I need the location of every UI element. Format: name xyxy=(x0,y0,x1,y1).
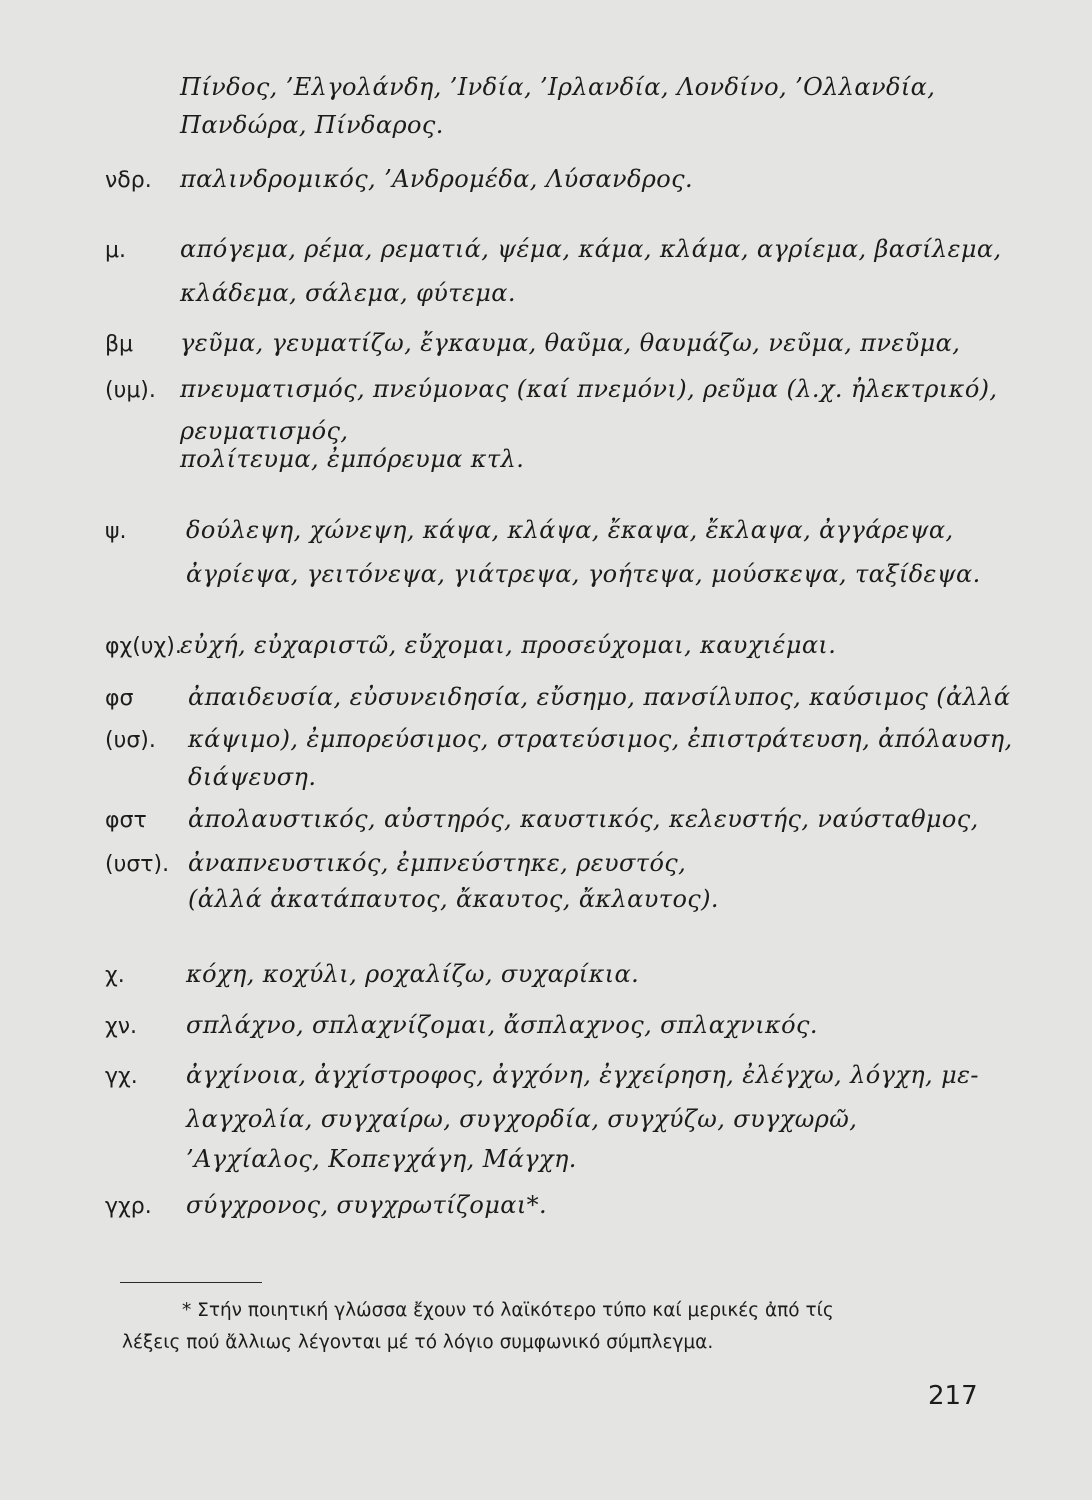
entry-label: (υσ). xyxy=(105,728,156,753)
entry-text-line: ἀπαιδευσία, εὐσυνειδησία, εὔσημο, πανσίλυπος, καύσιμος (ἀλλά xyxy=(188,683,1011,711)
footnote-line: λέξεις πού ἄλλιως λέγονται μέ τό λόγιο συμφωνικό σύμπλεγμα. xyxy=(122,1332,714,1353)
entry-text-line: κλάδεμα, σάλεμα, φύτεμα. xyxy=(180,279,516,307)
entry-label: φσ xyxy=(105,686,134,711)
entry-text-line: λαγχολία, συγχαίρω, συγχορδία, συγχύζω, συγχωρῶ, xyxy=(186,1105,858,1133)
entry-label: χν. xyxy=(105,1014,137,1039)
entry-text-line: πνευματισμός, πνεύμονας (καί πνεμόνι), ρεῦμα (λ.χ. ἠλεκτρικό), xyxy=(180,375,998,403)
entry-text-line: ρευματισμός, xyxy=(180,417,349,445)
entry-label: φχ(υχ). xyxy=(105,634,182,659)
entry-text-line: εὐχή, εὐχαριστῶ, εὔχομαι, προσεύχομαι, καυχιέμαι. xyxy=(180,631,837,659)
entry-text-line: ’Αγχίαλος, Κοπεγχάγη, Μάγχη. xyxy=(186,1145,577,1173)
entry-text-line: ἀγρίεψα, γειτόνεψα, γιάτρεψα, γοήτεψα, μούσκεψα, ταξίδεψα. xyxy=(186,560,981,588)
entry-label: φστ xyxy=(105,808,147,833)
entry-text-line: παλινδρομικός, ’Ανδρομέδα, Λύσανδρος. xyxy=(180,165,694,193)
entry-text-line: απόγεμα, ρέμα, ρεματιά, ψέμα, κάμα, κλάμα, αγρίεμα, βασίλεμα, xyxy=(180,235,1002,263)
entry-text-line: δούλεψη, χώνεψη, κάψα, κλάψα, ἔκαψα, ἔκλαψα, ἀγγάρεψα, xyxy=(186,516,954,544)
entry-label: γχρ. xyxy=(105,1194,152,1219)
entry-text-line: διάψευση. xyxy=(188,763,317,791)
entry-text-line: πολίτευμα, ἐμπόρευμα κτλ. xyxy=(180,445,525,473)
entry-text-line: σπλάχνο, σπλαχνίζομαι, ἄσπλαχνος, σπλαχνικός. xyxy=(186,1011,818,1039)
entry-label: μ. xyxy=(105,238,126,263)
entry-label: χ. xyxy=(105,963,125,988)
entry-text-line: Πίνδος, ’Ελγολάνδη, ’Ινδία, ’Ιρλανδία, Λονδίνο, ’Ολλανδία, xyxy=(180,73,936,101)
entry-text-line: ἀναπνευστικός, ἐμπνεύστηκε, ρευστός, xyxy=(188,849,687,877)
entry-text-line: ἀπολαυστικός, αὐστηρός, καυστικός, κελευστής, ναύσταθμος, xyxy=(188,805,979,833)
entry-text-line: (ἀλλά ἀκατάπαυτος, ἄκαυτος, ἄκλαυτος). xyxy=(188,885,719,913)
footnote-line: * Στήν ποιητική γλώσσα ἔχουν τό λαϊκότερο τύπο καί μερικές ἀπό τίς xyxy=(182,1300,834,1321)
entry-label: βμ xyxy=(105,332,134,357)
entry-text-line: κάψιμο), ἐμπορεύσιμος, στρατεύσιμος, ἐπιστράτευση, ἀπόλαυση, xyxy=(188,725,1013,753)
entry-label: ψ. xyxy=(105,519,127,544)
entry-label: γχ. xyxy=(105,1064,138,1089)
entry-label: νδρ. xyxy=(105,168,152,193)
entry-text-line: σύγχρονος, συγχρωτίζομαι*. xyxy=(186,1191,548,1219)
footnote-divider xyxy=(120,1282,262,1283)
entry-text-line: γεῦμα, γευματίζω, ἔγκαυμα, θαῦμα, θαυμάζω, νεῦμα, πνεῦμα, xyxy=(180,329,961,357)
entry-text-line: κόχη, κοχύλι, ροχαλίζω, συχαρίκια. xyxy=(186,960,640,988)
entry-label: (υστ). xyxy=(105,852,170,877)
entry-text-line: ἀγχίνοια, ἀγχίστροφος, ἀγχόνη, ἐγχείρηση, ἐλέγχω, λόγχη, με- xyxy=(186,1061,979,1089)
page-number: 217 xyxy=(928,1381,978,1411)
entry-label: (υμ). xyxy=(105,378,156,403)
entry-text-line: Πανδώρα, Πίνδαρος. xyxy=(180,111,444,139)
